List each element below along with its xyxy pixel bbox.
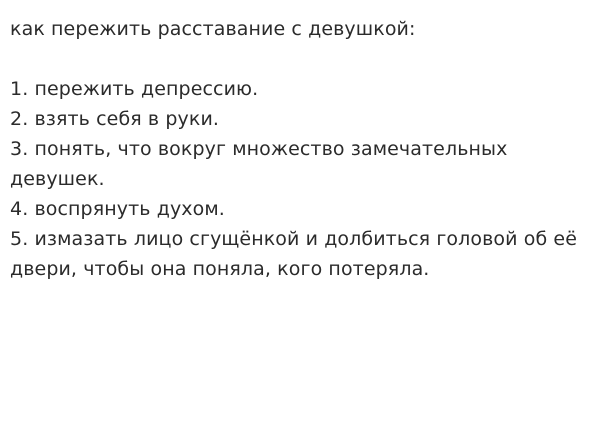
list-item: 3. понять, что вокруг множество замечательных девушек. [10, 138, 508, 190]
list-item: 1. пережить депрессию. [10, 78, 259, 100]
list-item: 4. воспрянуть духом. [10, 198, 225, 220]
list-item: 5. измазать лицо сгущёнкой и долбиться головой об её двери, чтобы она поняла, кого потеряла. [10, 228, 577, 280]
list-item: 2. взять себя в руки. [10, 108, 220, 130]
page-title: как пережить расставание с девушкой: [10, 18, 416, 40]
steps-list [10, 74, 584, 284]
